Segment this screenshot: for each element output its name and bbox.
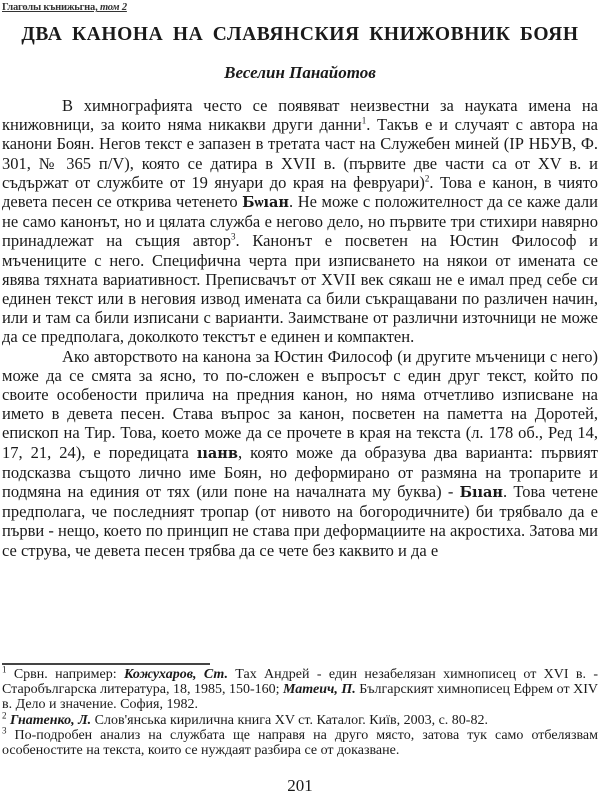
footnote-number: 3 [2,725,7,736]
article-title: ДВА КАНОНА НА СЛАВЯНСКИЯ КНИЖОВНИК БОЯН [21,24,579,45]
cited-author: Матеич, П. [283,682,356,698]
footnote: $^2$ Гнатенко, Л. Слов'янська кирилична книга XV ст. Каталог. Київ, 2003, с. 80-82. [2,709,488,728]
footnote-ref[interactable]: 2 [424,173,430,184]
running-head [2,2,127,13]
footnote-separator [2,663,210,665]
footnote-ref[interactable]: 1 [361,115,367,126]
page-number: 201 [287,776,313,795]
footnote: $^1$ Срвн. например: Кожухаров, Ст. Тах Андрей - един незабелязан химнописец от XVI в. - Старобългарска литература, 18, 1985, 150-160; Матеич, П. Българският химнописец Ефрем от XIV в. Дело и значение. София, 1982. [2,664,599,713]
series-title: Глаголы кънижьгна, [2,2,98,13]
old-slavonic-reading: Бѡıан [242,194,290,212]
volume-label: том 2 [99,2,127,13]
old-slavonic-reading: Бııан [459,484,504,502]
footnote: $^3$ По-подробен анализ на службата ще направя на друго място, затова тук само отбелязвам особеностите на текста, които се нуждаят разбира се от доказване. [2,725,598,759]
paragraph: В химнографията често се появяват неизвестни за науката имена на книжовници, за които няма никакви други данни$^1$. Такъв е и случаят с автора на канони Боян. Негов текст е запазен в третата част на Служебен миней (IР НБУВ, Ф. 301, № 365 п/V), която се датира в XVII в. (първите две части са от XV в. и съдържат от службите от 19 януари до края на февруари)$^2$. Това е канон, в чиято девета песен се открива четенето Бѡıан. Не може с положителност да се каже дали не само канонът, но и цялата служба е негово дело, но първите три стихири навярно принадлежат на същия автор$^3$. Канонът е посветен на Юстин Философ и мъчениците с него. Специфична черта при изписването на някои от имената се явява тяхната вариативност. Преписвачът от XVII век сякаш не е имал пред себе си единен текст или в неговия извод имената са били съкращавани по различен начин, или и там са били изписани с варианти. Заимстване от различни източници не може да се предполага, доколкото текстът е единен и компактен. [2,96,598,347]
footnote-number: 2 [2,709,7,720]
article-author: Веселин Панайотов [224,63,376,82]
article-body [2,96,598,560]
paragraph: Ако авторството на канона за Юстин Философ (и другите мъченици с него) може да се смята за ясно, то по-сложен е въпросът с един друг текст, който по своите особености прилича на предния канон, но няма отчетливо изписване на името в девета песен. Става въпрос за канон, посветен на паметта на Доротей, епископ на Тир. Това, което може да се прочете в края на текста (л. 178 об., Ред 14, 17, 21, 24), е поредицата ııанв, която може да образува два варианта: първият подсказва същото лично име Боян, но деформирано от размяна на тропарите и подмяна на единия от тях (или поне на началната му буква) - Бııан. Това четене предполага, че последният тропар (от нивото на богородичните) би трябвало да е първи - нещо, което по принцип не става при деформациите на акростиха. Затова ми се струва, че девета песен трябва да се чете без каквито и да е [2,346,598,560]
footnote-ref[interactable]: 3 [230,231,236,242]
footnotes [2,664,599,759]
footnote-number: 1 [2,664,7,675]
old-slavonic-reading: ııанв [196,444,238,462]
cited-author: Кожухаров, Ст. [123,667,228,682]
cited-author: Гнатенко, Л. [10,712,92,728]
